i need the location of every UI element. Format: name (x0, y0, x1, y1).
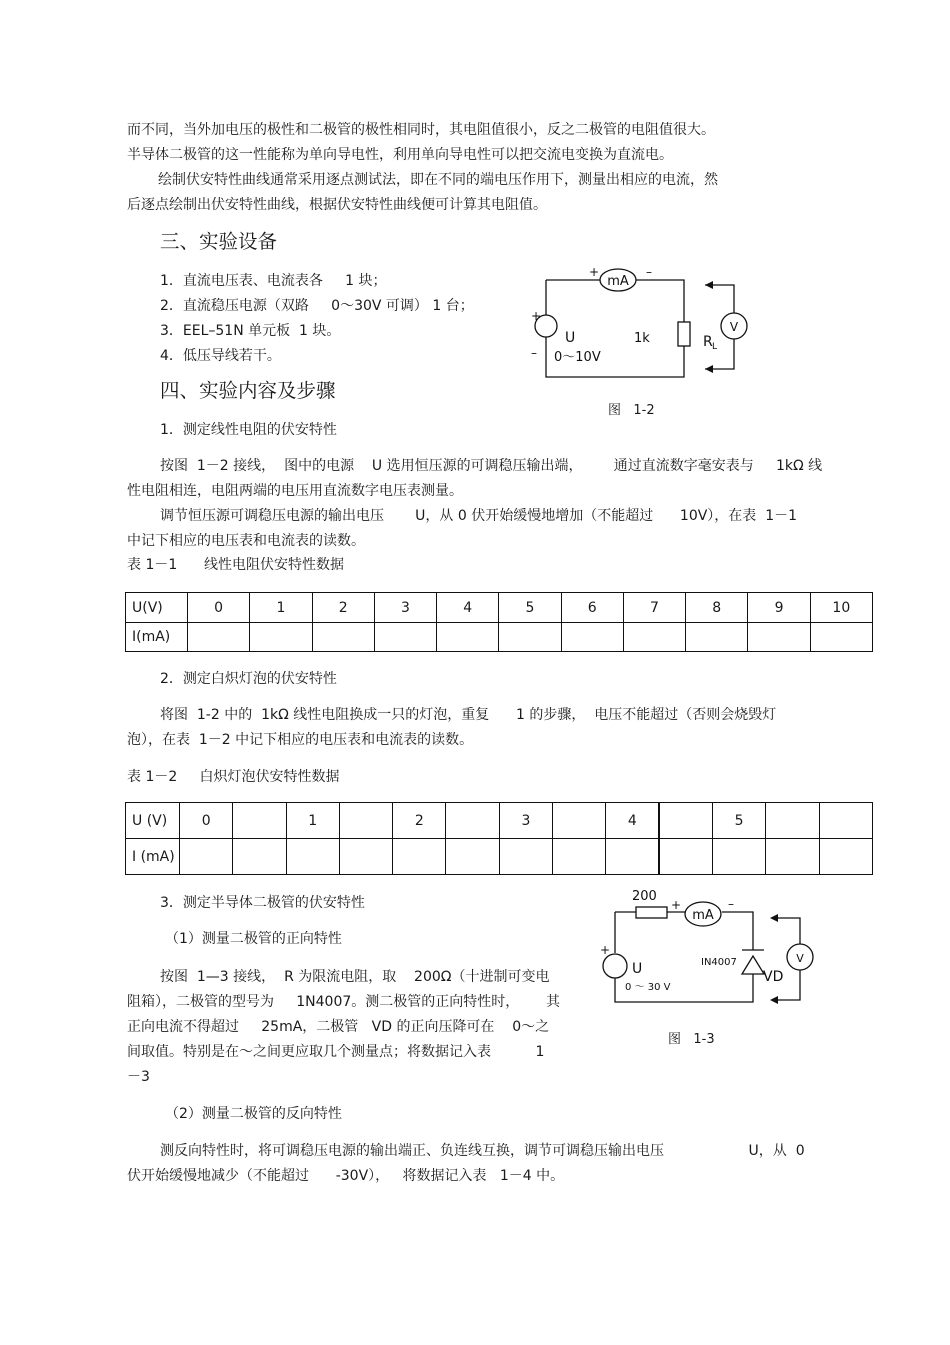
paragraph-line: 绘制伏安特性曲线通常采用逐点测试法，即在不同的端电压作用下，测量出相应的电流，然 (158, 172, 718, 188)
voltage-cell: 10 (810, 593, 872, 623)
ammeter-label: mA (692, 908, 714, 923)
empty-cell (180, 839, 233, 875)
empty-cell (819, 839, 872, 875)
voltage-cell: 4 (437, 593, 499, 623)
section-heading: 四、实验内容及步骤 (160, 379, 336, 402)
source-plus: + (600, 943, 611, 957)
ammeter-plus: + (671, 898, 682, 912)
voltage-cell: 3 (499, 803, 552, 839)
table-row (126, 623, 873, 652)
voltmeter-label: V (729, 320, 739, 334)
ammeter-label: mA (607, 274, 629, 289)
voltage-cell: 5 (712, 803, 765, 839)
paragraph-line: 后逐点绘制出伏安特性曲线，根据伏安特性曲线便可计算其电阻值。 (127, 197, 547, 213)
row-label: I (mA) (126, 839, 180, 875)
voltage-cell (659, 803, 712, 839)
paragraph-line: 中记下相应的电压表和电流表的读数。 (127, 533, 365, 549)
empty-cell (233, 839, 286, 875)
empty-cell (623, 623, 685, 652)
source-plus: + (531, 309, 542, 323)
equipment-item: 2．直流稳压电源（双路 0～30V 可调） 1 台； (160, 298, 474, 314)
empty-cell (810, 623, 872, 652)
figure-caption: 图 1-2 (608, 403, 655, 418)
table-caption: 表 1－1 线性电阻伏安特性数据 (127, 557, 344, 573)
voltage-cell: 4 (606, 803, 659, 839)
voltage-cell (819, 803, 872, 839)
empty-cell (499, 839, 552, 875)
table-1-1 (125, 592, 873, 652)
voltage-cell: 3 (374, 593, 436, 623)
voltage-cell: 1 (250, 593, 312, 623)
step-title: 1．测定线性电阻的伏安特性 (160, 422, 337, 438)
load-label: R (703, 334, 713, 350)
empty-cell (712, 839, 765, 875)
table-row (126, 839, 873, 875)
diode-label: VD (763, 969, 784, 985)
load-subscript: L (712, 342, 718, 352)
voltage-cell: 5 (499, 593, 561, 623)
table-row (126, 803, 873, 839)
empty-cell (312, 623, 374, 652)
paragraph-line: －3 (127, 1069, 150, 1085)
empty-cell (766, 839, 819, 875)
empty-cell (686, 623, 748, 652)
source-label: U (632, 961, 643, 977)
row-label: I(mA) (126, 623, 188, 652)
source-range: 0 ～ 30 V (625, 982, 671, 993)
step-title: 2．测定白炽灯泡的伏安特性 (160, 671, 337, 687)
voltage-cell (553, 803, 606, 839)
voltmeter-label: V (796, 952, 804, 965)
source-label: U (565, 330, 576, 346)
step-title: 3．测定半导体二极管的伏安特性 (160, 895, 365, 911)
empty-cell (561, 623, 623, 652)
resistor-label: 200 (632, 889, 657, 904)
sub-step-title: （2）测量二极管的反向特性 (165, 1106, 342, 1122)
voltage-cell: 2 (312, 593, 374, 623)
paragraph-line: 性电阻相连，电阻两端的电压用直流数字电压表测量。 (127, 483, 463, 499)
voltage-cell (766, 803, 819, 839)
voltage-cell: 8 (686, 593, 748, 623)
voltage-cell: 0 (180, 803, 233, 839)
sub-step-title: （1）测量二极管的正向特性 (165, 931, 342, 947)
table-row (126, 593, 873, 623)
empty-cell (393, 839, 446, 875)
diode-model-label: IN4007 (701, 957, 737, 968)
voltage-cell: 2 (393, 803, 446, 839)
voltage-cell: 1 (286, 803, 339, 839)
ammeter-minus: – (728, 897, 734, 911)
empty-cell (250, 623, 312, 652)
voltage-cell (446, 803, 499, 839)
voltage-cell: 9 (748, 593, 810, 623)
voltage-cell (233, 803, 286, 839)
ammeter-plus: + (589, 265, 600, 279)
paragraph-line: 正向电流不得超过 25mA，二极管 VD 的正向压降可在 0～之 (127, 1019, 550, 1035)
paragraph-line: 间取值。特别是在～之间更应取几个测量点；将数据记入表 1 (127, 1044, 545, 1060)
section-heading: 三、实验设备 (160, 230, 278, 253)
empty-cell (499, 623, 561, 652)
paragraph-line: 按图 1－2 接线， 图中的电源 U 选用恒压源的可调稳压输出端， 通过直流数字毫安表与 1kΩ 线 (160, 458, 823, 474)
voltage-cell: 0 (188, 593, 250, 623)
empty-cell (553, 839, 606, 875)
equipment-item: 1．直流电压表、电流表各 1 块； (160, 273, 387, 289)
empty-cell (748, 623, 810, 652)
paragraph-line: 而不同，当外加电压的极性和二极管的极性相同时，其电阻值很小，反之二极管的电阻值很大。 (127, 122, 715, 138)
voltage-cell: 7 (623, 593, 685, 623)
figure-caption: 图 1-3 (668, 1032, 715, 1047)
empty-cell (374, 623, 436, 652)
paragraph-line: 测反向特性时，将可调稳压电源的输出端正、负连线互换，调节可调稳压输出电压 U，从 0 (160, 1143, 805, 1159)
source-range: 0～10V (554, 350, 601, 365)
paragraph-line: 伏开始缓慢地减少（不能超过 -30V）， 将数据记入表 1－4 中。 (127, 1168, 565, 1184)
paragraph-line: 将图 1-2 中的 1kΩ 线性电阻换成一只的灯泡，重复 1 的步骤， 电压不能超过（否则会烧毁灯 (160, 707, 777, 723)
empty-cell (446, 839, 499, 875)
equipment-item: 3．EEL–51N 单元板 1 块。 (160, 323, 341, 339)
resistor-label: 1k (634, 331, 650, 346)
voltage-cell: 6 (561, 593, 623, 623)
row-label: U (V) (126, 803, 180, 839)
paragraph-line: 调节恒压源可调稳压电源的输出电压 U，从 0 伏开始缓慢地增加（不能超过 10V），在表 1－1 (160, 508, 798, 524)
paragraph-line: 阻箱），二极管的型号为 1N4007。测二极管的正向特性时， 其 (127, 994, 560, 1010)
empty-cell (437, 623, 499, 652)
row-label: U(V) (126, 593, 188, 623)
paragraph-line: 泡），在表 1－2 中记下相应的电压表和电流表的读数。 (127, 732, 474, 748)
empty-cell (188, 623, 250, 652)
table-caption: 表 1－2 白炽灯泡伏安特性数据 (127, 769, 340, 785)
table-1-2 (125, 802, 873, 875)
paragraph-line: 半导体二极管的这一性能称为单向导电性，利用单向导电性可以把交流电变换为直流电。 (127, 147, 673, 163)
empty-cell (606, 839, 659, 875)
paragraph-line: 按图 1—3 接线， R 为限流电阻，取 200Ω（十进制可变电 (160, 969, 550, 985)
figure-1-2-circuit (520, 260, 770, 390)
empty-cell (339, 839, 392, 875)
figure-1-3-circuit (592, 880, 842, 1010)
equipment-item: 4．低压导线若干。 (160, 348, 281, 364)
ammeter-minus: – (646, 265, 652, 279)
empty-cell (286, 839, 339, 875)
voltage-cell (339, 803, 392, 839)
source-minus: – (531, 346, 537, 360)
empty-cell (659, 839, 712, 875)
